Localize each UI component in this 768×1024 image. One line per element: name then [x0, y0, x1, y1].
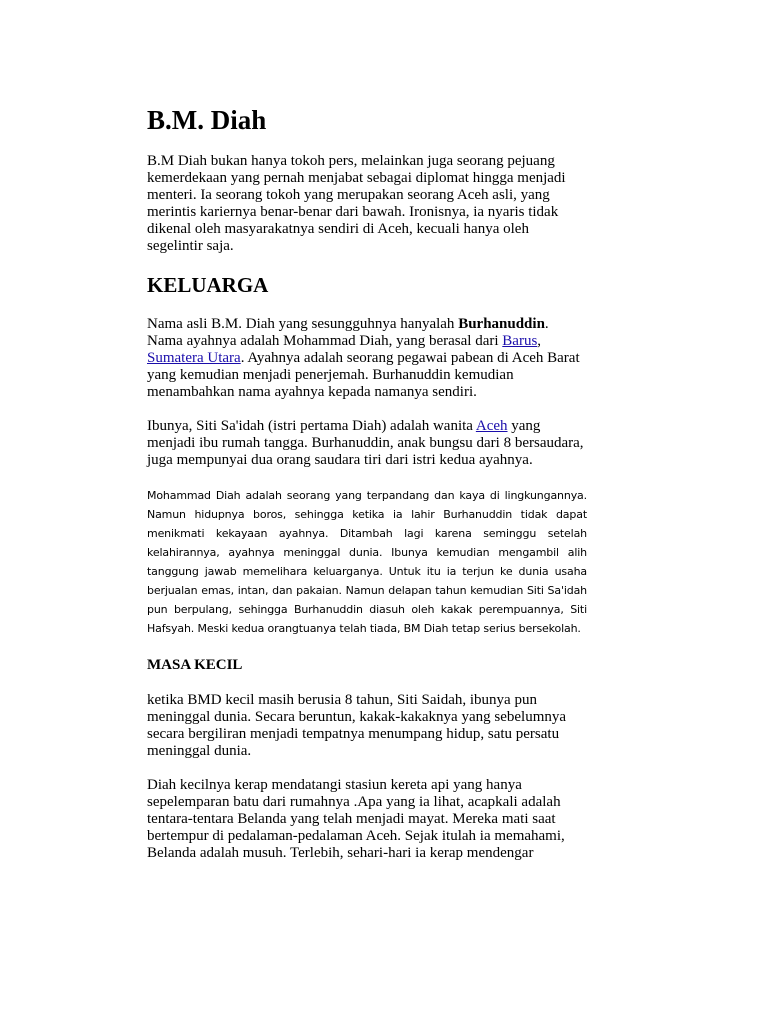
text-segment: . Ayahnya adalah seorang pegawai pabean di Aceh Barat yang kemudian menjadi penerjemah. Burhanuddin kemudian menambahkan nama ayahnya kepada namanya sendiri. [147, 350, 580, 400]
keluarga-paragraph-3: Mohammad Diah adalah seorang yang terpandang dan kaya di lingkungannya. Namun hidupnya boros, sehingga ketika ia lahir Burhanuddin tidak dapat menikmati kekayaan ayahnya. Ditambah lagi karena seminggu setelah kelahirannya, ayahnya meninggal dunia. Ibunya kemudian mengambil alih tanggung jawab memelihara keluarganya. Untuk itu ia terjun ke dunia usaha berjualan emas, intan, dan pakaian. Namun delapan tahun kemudian Siti Sa'idah pun berpulang, sehingga Burhanuddin diasuh oleh kakak perempuannya, Siti Hafsyah. Meski kedua orangtuanya telah tiada, BM Diah tetap serius bersekolah. [147, 489, 587, 635]
text-segment: , [537, 333, 542, 349]
text-segment: yang menjadi ibu rumah tangga. Burhanuddin, anak bungsu dari 8 bersaudara, juga mempunyai dua orang saudara tiri dari istri kedua ayahnya. [147, 418, 584, 468]
intro-paragraph: B.M Diah bukan hanya tokoh pers, melainkan juga seorang pejuang kemerdekaan yang pernah menjabat sebagai diplomat hingga menjadi menteri. Ia seorang tokoh yang merupakan seorang Aceh asli, yang merintis kariernya benar-benar dari bawah. Ironisnya, ia nyaris tidak dikenal oleh masyarakatnya sendiri di Aceh, kecuali hanya oleh segelintir saja. [147, 153, 566, 254]
link-barus[interactable]: Barus [502, 333, 538, 349]
link-aceh[interactable]: Aceh [475, 418, 508, 434]
masa-kecil-paragraph-1: ketika BMD kecil masih berusia 8 tahun, Siti Saidah, ibunya pun meninggal dunia. Secara beruntun, kakak-kakaknya yang sebelumnya secara bergiliran menjadi tempatnya menumpang hidup, satu persatu meninggal dunia. [147, 692, 567, 759]
section-heading-masa-kecil: MASA KECIL [147, 657, 243, 673]
link-sumatera-utara[interactable]: Sumatera Utara [147, 350, 241, 366]
page-title: B.M. Diah [147, 105, 267, 135]
text-segment: Ibunya, Siti Sa'idah (istri pertama Diah) adalah wanita [147, 418, 476, 434]
keluarga-paragraph-1 [147, 316, 587, 401]
document-page [147, 104, 587, 879]
text-segment: . Nama ayahnya adalah Mohammad Diah, yang berasal dari [147, 316, 549, 349]
bold-name-burhanuddin: Burhanuddin [458, 316, 545, 332]
text-segment: Nama asli B.M. Diah yang sesungguhnya hanyalah [147, 316, 459, 332]
section-heading-keluarga: KELUARGA [147, 273, 269, 297]
keluarga-paragraph-2 [147, 418, 587, 469]
masa-kecil-paragraph-2: Diah kecilnya kerap mendatangi stasiun kereta api yang hanya sepelemparan batu dari rumahnya .Apa yang ia lihat, acapkali adalah tentara-tentara Belanda yang telah menjadi mayat. Mereka mati saat bertempur di pedalaman-pedalaman Aceh. Sejak itulah ia memahami, Belanda adalah musuh. Terlebih, sehari-hari ia kerap mendengar [147, 777, 565, 861]
